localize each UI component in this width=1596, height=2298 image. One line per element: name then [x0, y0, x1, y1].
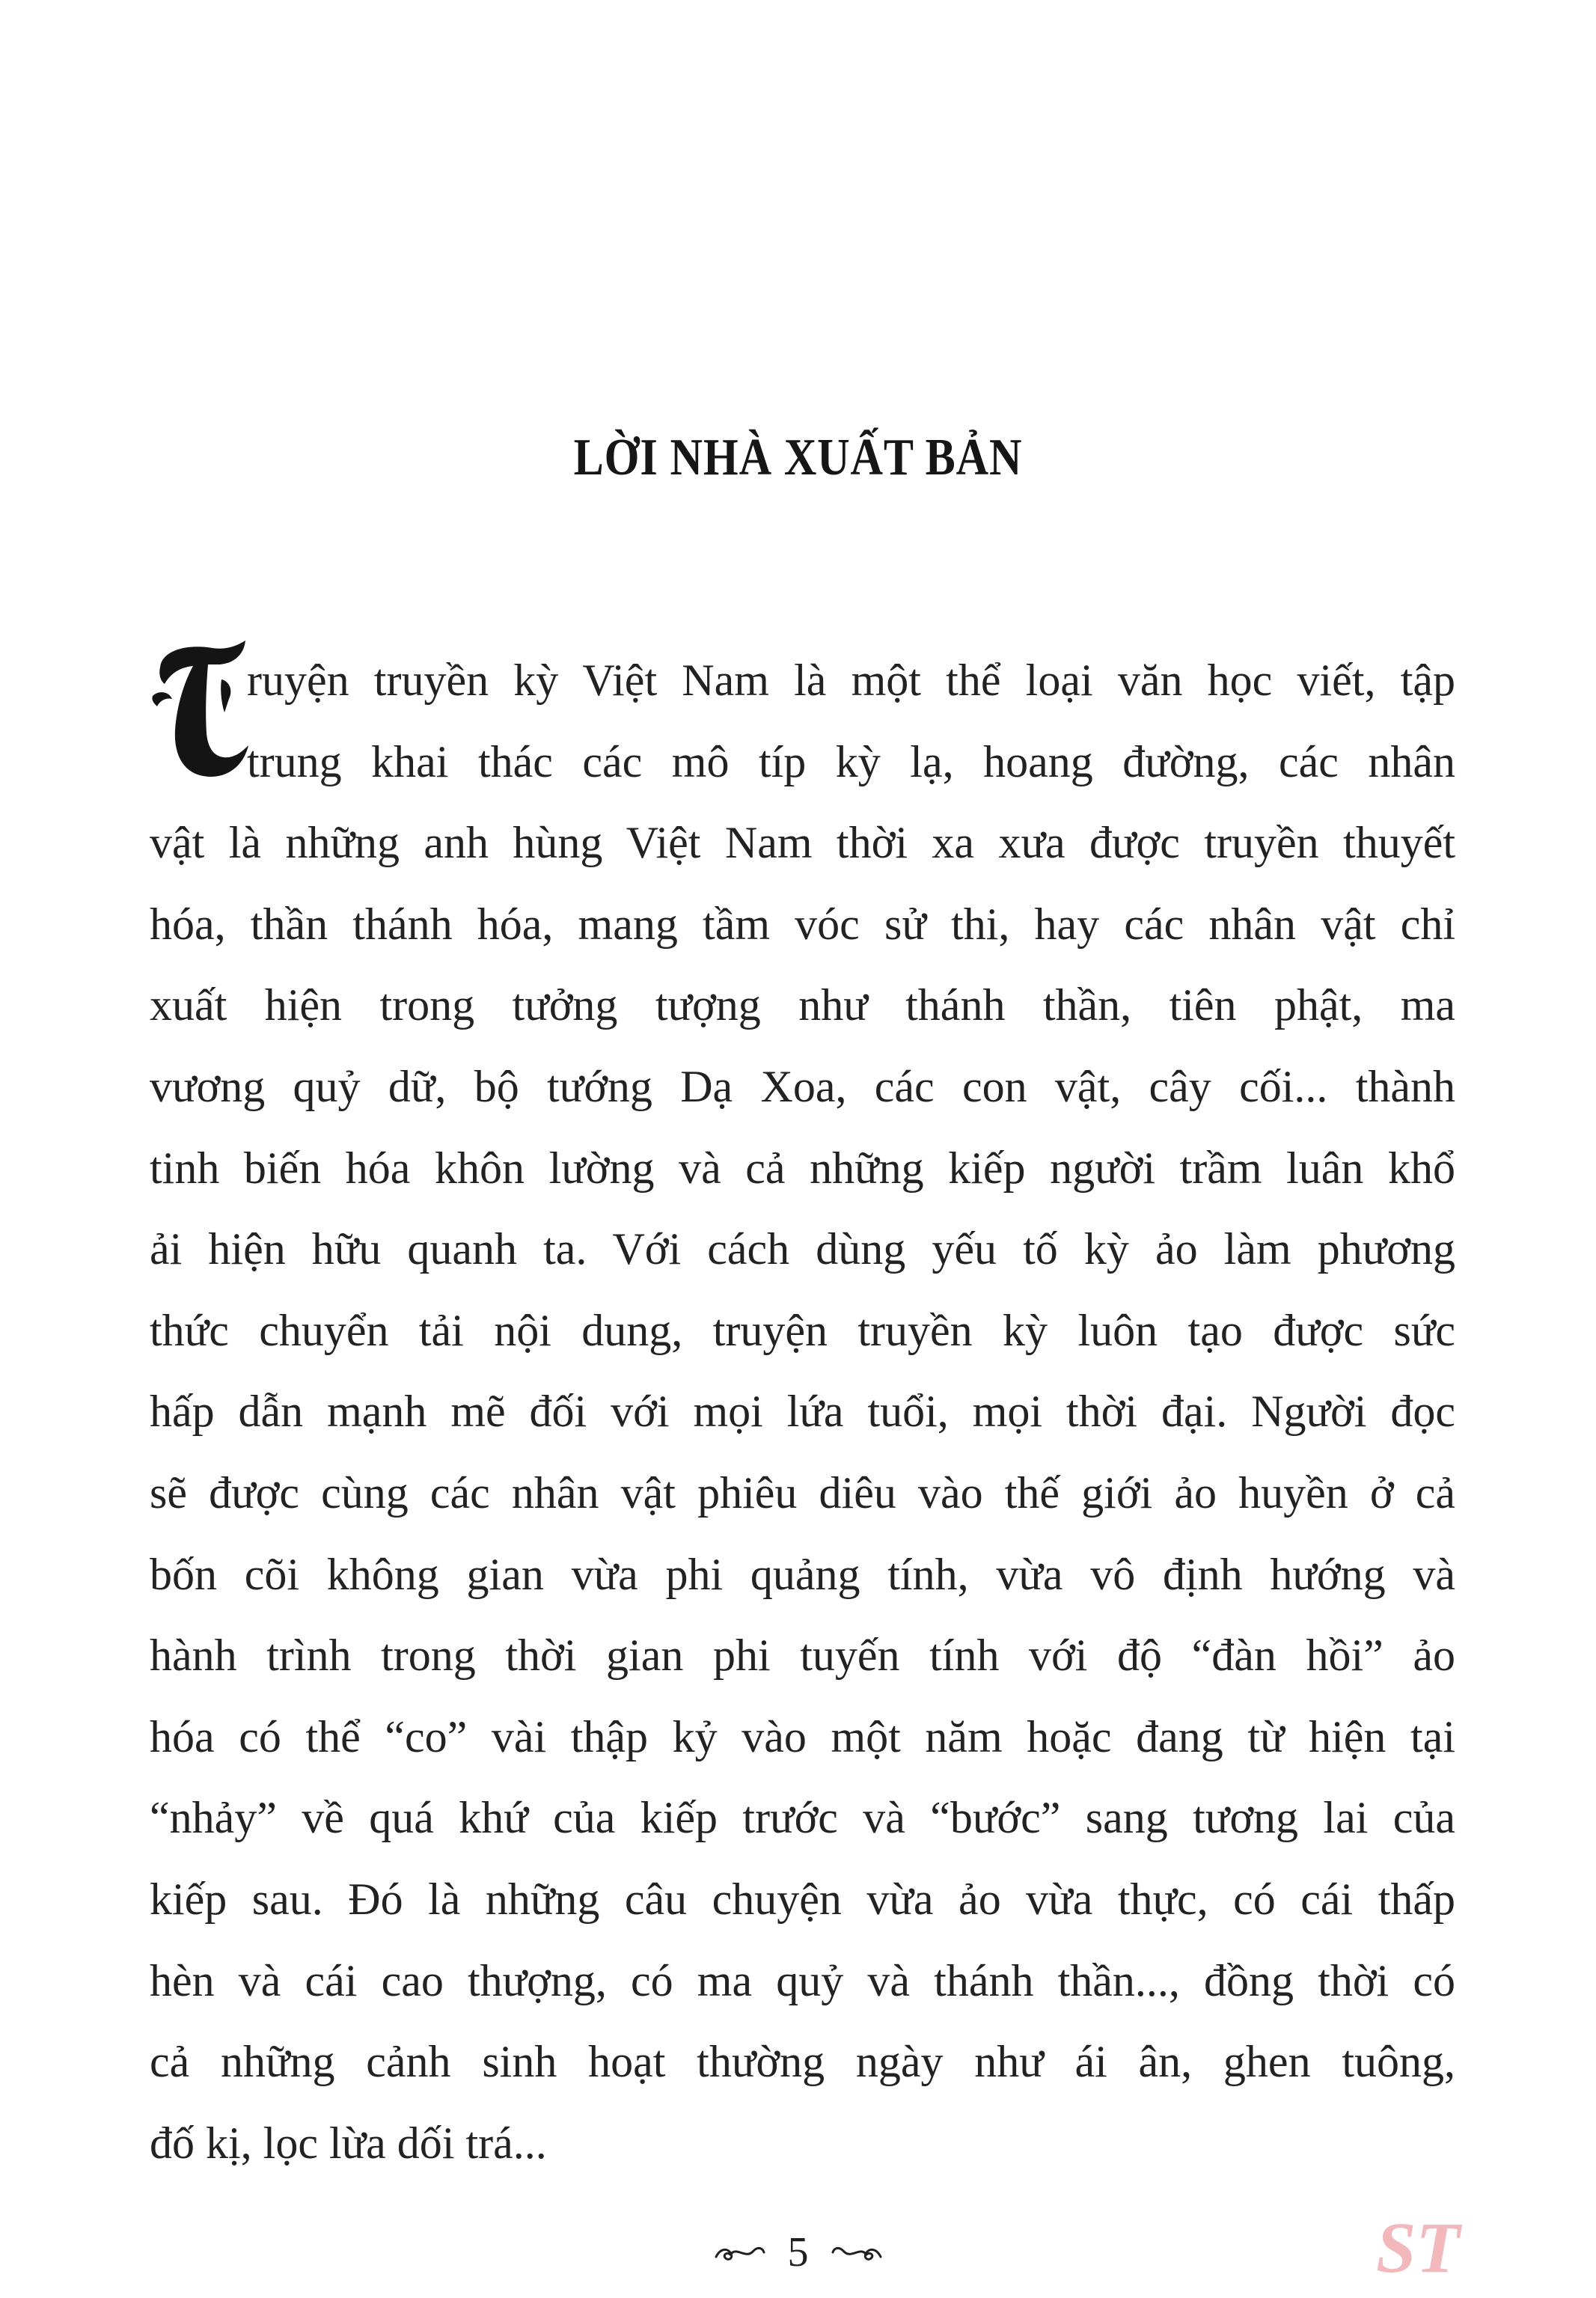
- text-line: sẽ được cùng các nhân vật phiêu diêu vào thế giới ảo huyền ở cả: [150, 1467, 1455, 1518]
- page-number-footer: [0, 2222, 1596, 2279]
- text-line: hèn và cái cao thượng, có ma quỷ và thánh thần..., đồng thời có: [150, 1955, 1455, 2005]
- text-line: hành trình trong thời gian phi tuyến tính với độ “đàn hồi” ảo: [150, 1631, 1455, 1681]
- text-line: hóa có thể “co” vài thập kỷ vào một năm hoặc đang từ hiện tại: [150, 1711, 1455, 1761]
- body-text: [150, 640, 1455, 2184]
- right-ornament-icon: [830, 2237, 884, 2267]
- text-line: hóa, thần thánh hóa, mang tầm vóc sử thi, hay các nhân vật chỉ: [150, 899, 1455, 949]
- text-line: tinh biến hóa khôn lường và cả những kiếp người trầm luân khổ: [150, 1143, 1455, 1193]
- text-line: bốn cõi không gian vừa phi quảng tính, vừa vô định hướng và: [150, 1549, 1455, 1599]
- text-line: “nhảy” về quá khứ của kiếp trước và “bước” sang tương lai của: [150, 1793, 1455, 1843]
- text-line: vương quỷ dữ, bộ tướng Dạ Xoa, các con vật, cây cối... thành: [150, 1061, 1455, 1111]
- text-line: hấp dẫn mạnh mẽ đối với mọi lứa tuổi, mọi thời đại. Người đọc: [150, 1387, 1455, 1437]
- watermark-text: ST: [1376, 2207, 1461, 2287]
- publisher-watermark-logo: [1373, 2198, 1463, 2287]
- page-title: LỜI NHÀ XUẤT BẢN: [573, 428, 1023, 486]
- text-line: cả những cảnh sinh hoạt thường ngày như ái ân, ghen tuông,: [150, 2037, 1455, 2087]
- text-line: ải hiện hữu quanh ta. Với cách dùng yếu tố kỳ ảo làm phương: [150, 1224, 1455, 1274]
- text-line: kiếp sau. Đó là những câu chuyện vừa ảo vừa thực, có cái thấp: [150, 1874, 1455, 1924]
- page-number: 5: [787, 2229, 809, 2276]
- text-line: trung khai thác các mô típ kỳ lạ, hoang đường, các nhân: [247, 736, 1455, 786]
- left-ornament-icon: [713, 2237, 767, 2267]
- drop-cap-glyph: T: [199, 750, 200, 751]
- text-line: vật là những anh hùng Việt Nam thời xa xưa được truyền thuyết: [150, 818, 1455, 868]
- text-line: ruyện truyền kỳ Việt Nam là một thể loại văn học viết, tập: [247, 656, 1455, 705]
- text-line: xuất hiện trong tưởng tượng như thánh thần, tiên phật, ma: [150, 980, 1455, 1030]
- text-line: thức chuyển tải nội dung, truyện truyền kỳ luôn tạo được sức: [150, 1305, 1455, 1355]
- text-line: đố kị, lọc lừa dối trá...: [150, 2118, 547, 2168]
